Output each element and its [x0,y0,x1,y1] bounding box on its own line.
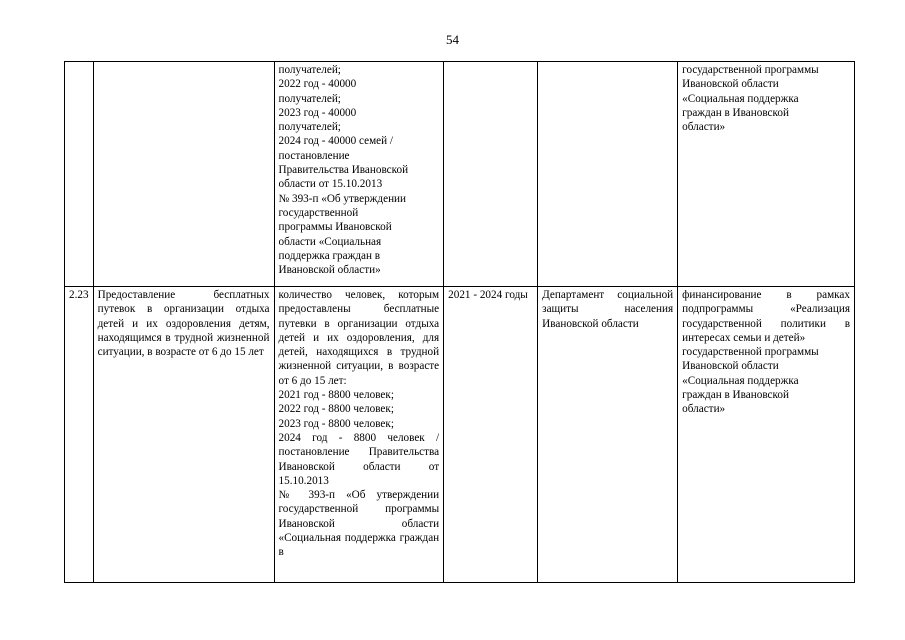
cell-funding [678,62,855,287]
indicator-line: Правительства Ивановской [278,164,409,177]
indicator-text: количество человек, которым предоставлены бесплатные путевки в организации отдыха детей и их оздоровления, для детей, находящихся в трудной жизненной ситуации, в возрасте от 6 до 15 лет: [278,289,440,387]
indicator-year: 2023 год - 8800 человек; [278,417,394,430]
indicator-line: постановление [278,149,350,162]
indicator-line: получателей; [278,92,341,105]
cell-activity [93,62,274,287]
cell-indicator [274,62,444,287]
cell-indicator [274,287,444,583]
cell-executor: Департамент социальной защиты населения Ивановской области [538,287,678,583]
indicator-line: 2024 год - 40000 семей / [278,135,394,148]
funding-line: Ивановской области [682,78,779,91]
cell-funding [678,287,855,583]
funding-line: граждан в Ивановской [682,389,789,402]
indicator-tail: 2024 год - 8800 человек /постановление Правительства Ивановской области от 15.10.2013 [278,431,440,487]
funding-tail: государственной программы [682,346,819,359]
indicator-year: 2022 год - 8800 человек; [278,403,394,416]
funding-line: «Социальная поддержка [682,92,799,105]
indicator-line: государственной [278,206,359,219]
indicator-tail-2: № 393-п «Об утверждении государственной программы Ивановской области «Социальная поддержка граждан в [278,489,440,559]
cell-number [65,62,94,287]
indicator-line: № 393-п «Об утверждении [278,192,407,205]
program-activities-table [64,61,855,583]
indicator-line: области «Социальная [278,235,382,248]
funding-line: Ивановской области [682,360,779,373]
funding-line: области» [682,121,726,134]
indicator-line: получателей; [278,121,341,134]
funding-line: области» [682,403,726,416]
table-row-continued [65,62,855,287]
indicator-line: получателей; [278,64,341,76]
indicator-line: программы Ивановской [278,221,392,234]
funding-line: государственной программы [682,64,819,76]
indicator-line: области от 15.10.2013 [278,178,383,191]
funding-line: «Социальная поддержка [682,374,799,387]
cell-number: 2.23 [65,287,94,583]
cell-executor [538,62,678,287]
indicator-line: поддержка граждан в [278,249,381,262]
cell-period: 2021 - 2024 годы [444,287,538,583]
table-row-2-23 [65,287,855,583]
funding-line: граждан в Ивановской [682,106,789,119]
indicator-year: 2021 год - 8800 человек; [278,389,394,402]
funding-text: финансирование в рамках подпрограммы «Реализация государственной политики в интересах семьи и детей» [682,289,850,344]
page-number: 54 [446,32,459,47]
indicator-line: 2022 год - 40000 [278,78,357,91]
cell-period [444,62,538,287]
cell-activity: Предоставление бесплатных путевок в организации отдыха детей и их оздоровления детям, находящимся в трудной жизненной ситуации, в возрасте от 6 до 15 лет [93,287,274,583]
indicator-line: Ивановской области» [278,264,381,277]
indicator-line: 2023 год - 40000 [278,106,357,119]
